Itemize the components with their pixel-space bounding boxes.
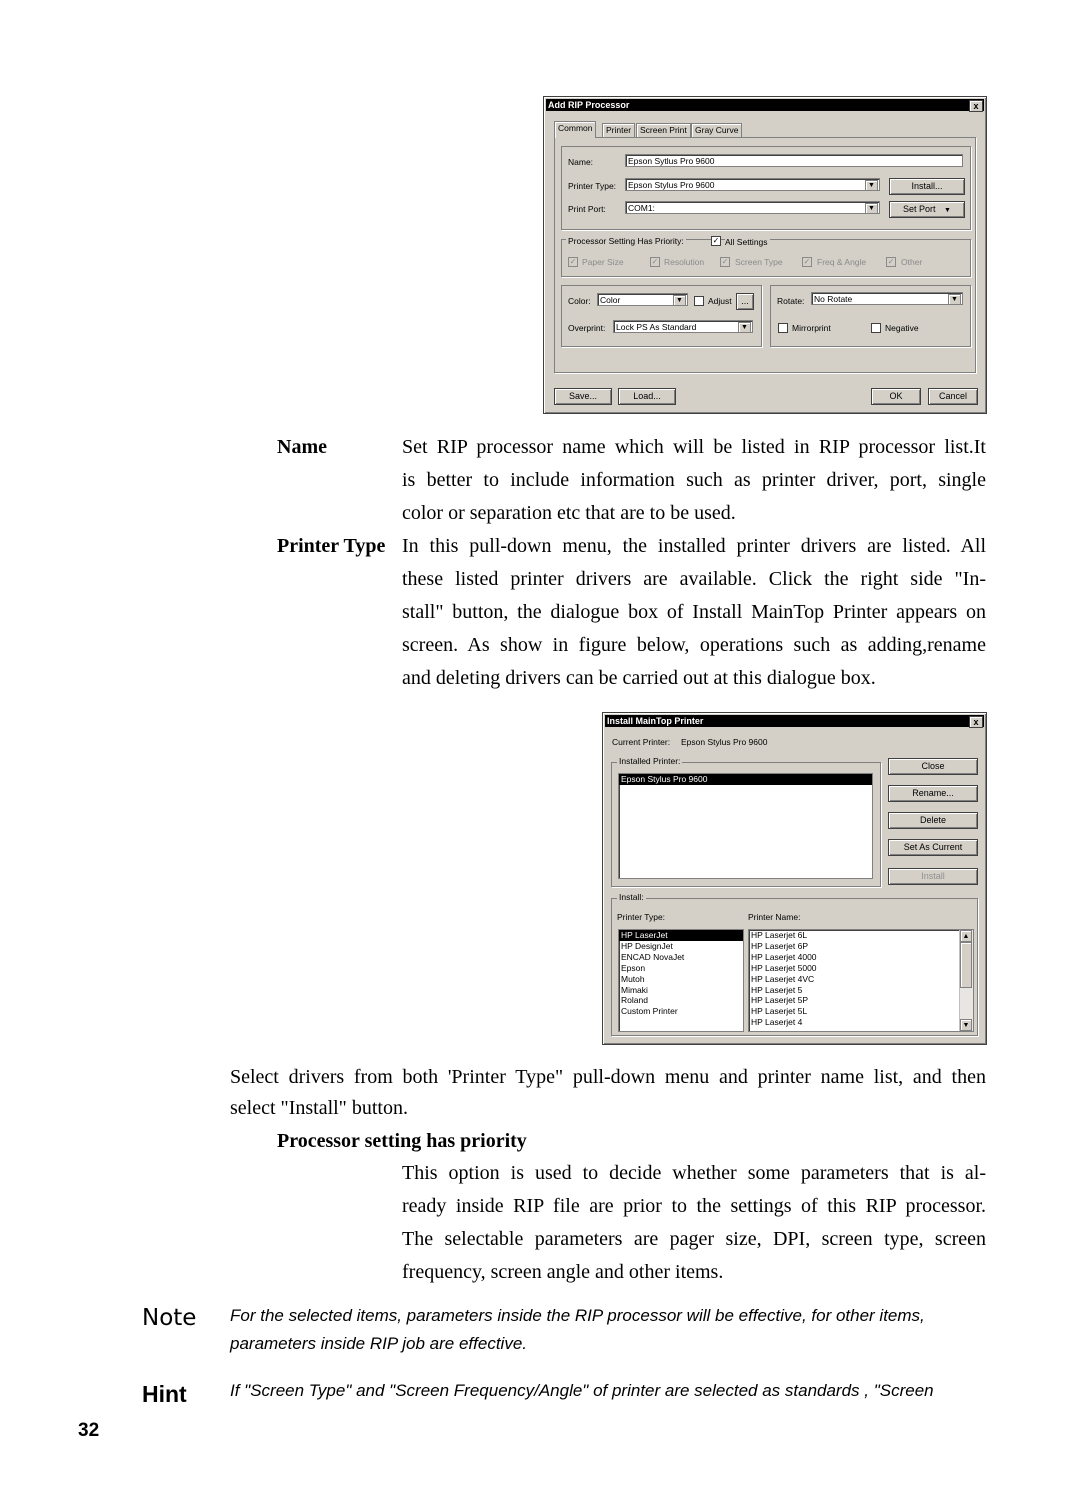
screen-type-label: Screen Type <box>735 257 783 267</box>
list-item[interactable]: HP Laserjet 4VC <box>751 973 815 984</box>
overprint-label: Overprint: <box>568 323 606 333</box>
other-checkbox[interactable]: ✓ <box>887 257 895 266</box>
printer-type-label: Printer Type: <box>617 912 666 922</box>
scroll-down-icon[interactable]: ▼ <box>960 1019 972 1031</box>
list-item[interactable]: Epson <box>621 962 646 973</box>
list-item[interactable]: Epson Stylus Pro 9600 <box>619 774 872 785</box>
name-def-line: is better to include information such as printer driver, port, single <box>402 469 986 491</box>
list-item[interactable]: Mutoh <box>621 973 645 984</box>
rotate-label: Rotate: <box>777 296 805 306</box>
list-item[interactable]: HP LaserJet <box>619 930 743 941</box>
printer-type-value: Epson Stylus Pro 9600 <box>628 180 715 190</box>
dialog-title-bar <box>605 715 984 727</box>
add-rip-processor-dialog <box>543 96 987 414</box>
install-button[interactable]: Install... <box>889 178 965 195</box>
printer-type-term: Printer Type <box>277 535 386 557</box>
printer-name-label: Printer Name: <box>748 912 801 922</box>
list-item[interactable]: HP Laserjet 6L <box>751 930 808 940</box>
chevron-down-icon[interactable]: ▼ <box>673 295 686 306</box>
set-port-label: Set Port <box>903 204 936 214</box>
rename-button[interactable]: Rename... <box>888 785 978 802</box>
install-button[interactable]: Install <box>888 868 978 885</box>
other-label: Other <box>901 257 923 267</box>
chevron-down-icon[interactable]: ▼ <box>865 203 878 214</box>
close-icon[interactable]: x <box>969 100 983 112</box>
hint-text <box>230 1377 986 1405</box>
printer-type-select[interactable] <box>625 178 880 191</box>
printer-type-label: Printer Type: <box>568 181 617 191</box>
tab-printer[interactable]: Printer <box>602 123 635 137</box>
scroll-up-icon[interactable]: ▲ <box>960 930 972 942</box>
list-item[interactable]: HP DesignJet <box>621 940 673 951</box>
paragraph-line: select "Install" button. <box>230 1097 408 1119</box>
chevron-down-icon[interactable]: ▼ <box>865 180 878 191</box>
scroll-thumb[interactable] <box>960 942 972 988</box>
list-item[interactable]: HP Laserjet 4000 <box>751 951 817 962</box>
dropdown-arrow-icon: ▼ <box>944 207 951 214</box>
dialog-title: Install MainTop Printer <box>607 716 704 726</box>
printer-type-list[interactable] <box>618 929 744 1032</box>
name-input[interactable]: Epson Sytlus Pro 9600 <box>625 154 963 167</box>
tab-common[interactable]: Common <box>554 121 596 138</box>
select-drivers-paragraph <box>230 1062 986 1124</box>
ptype-def-line: screen. As show in figure below, operations such as adding,rename <box>402 634 986 656</box>
tab-screen-print[interactable]: Screen Print <box>636 123 691 137</box>
resolution-checkbox[interactable]: ✓ <box>651 257 659 266</box>
priority-def-line: This option is used to decide whether some parameters that is al- <box>402 1162 986 1184</box>
close-button[interactable]: Close <box>888 758 978 775</box>
current-printer-value: Epson Stylus Pro 9600 <box>681 737 768 747</box>
freq-angle-checkbox[interactable]: ✓ <box>803 257 811 266</box>
paragraph-line: Select drivers from both 'Printer Type" pull-down menu and printer name list, and then <box>230 1066 986 1088</box>
name-def-line: color or separation etc that are to be used. <box>402 502 736 524</box>
priority-def-line: ready inside RIP file are prior to the settings of this RIP processor. <box>402 1195 986 1217</box>
installed-printer-list[interactable] <box>618 773 873 879</box>
installed-printer-label: Installed Printer: <box>619 756 681 766</box>
print-port-value: COM1: <box>628 203 655 213</box>
name-label: Name: <box>568 157 594 167</box>
mirrorprint-label: Mirrorprint <box>792 323 831 333</box>
hint-line: If "Screen Type" and "Screen Frequency/Angle" of printer are selected as standards , "Screen <box>230 1381 934 1400</box>
save-button[interactable]: Save... <box>554 388 612 405</box>
install-maintop-printer-dialog <box>602 712 987 1045</box>
list-item[interactable]: HP Laserjet 5L <box>751 1006 808 1017</box>
all-settings-checkbox[interactable]: ✓ <box>712 236 720 245</box>
set-as-current-button[interactable]: Set As Current <box>888 839 978 856</box>
printer-name-list[interactable] <box>748 929 974 1032</box>
page-number: 32 <box>78 1420 100 1441</box>
chevron-down-icon[interactable]: ▼ <box>738 322 751 333</box>
print-port-select[interactable] <box>625 201 880 214</box>
paper-size-label: Paper Size <box>582 257 624 267</box>
dialog-title: Add RIP Processor <box>548 100 630 110</box>
negative-label: Negative <box>885 323 919 333</box>
list-item[interactable]: HP Laserjet 5 <box>751 984 803 995</box>
ptype-def-line: and deleting drivers can be carried out at this dialogue box. <box>402 667 876 689</box>
note-line: parameters inside RIP job are effective. <box>230 1334 528 1353</box>
overprint-select[interactable] <box>613 320 753 333</box>
list-item[interactable]: HP Laserjet 4 <box>751 1017 803 1028</box>
chevron-down-icon[interactable]: ▼ <box>948 294 961 305</box>
load-button[interactable]: Load... <box>618 388 676 405</box>
tab-gray-curve[interactable]: Gray Curve <box>691 123 742 137</box>
print-port-label: Print Port: <box>568 204 606 214</box>
all-settings-label: All Settings <box>725 237 768 247</box>
current-printer-label: Current Printer: <box>612 737 671 747</box>
dialog-title-bar <box>546 99 984 111</box>
priority-label: Processor Setting Has Priority: <box>568 236 684 246</box>
delete-button[interactable]: Delete <box>888 812 978 829</box>
priority-def-line: The selectable parameters are pager size, DPI, screen type, screen <box>402 1228 986 1250</box>
adjust-checkbox[interactable] <box>694 296 704 306</box>
note-label: Note <box>142 1305 197 1331</box>
priority-heading: Processor setting has priority <box>277 1130 527 1152</box>
freq-angle-label: Freq & Angle <box>817 257 867 267</box>
close-icon[interactable]: x <box>969 716 983 728</box>
negative-checkbox[interactable] <box>871 323 881 333</box>
ptype-def-line: these listed printer drivers are available. Click the right side "In- <box>402 568 986 590</box>
list-item[interactable]: ENCAD NovaJet <box>621 951 685 962</box>
vertical-scrollbar[interactable] <box>959 930 973 1031</box>
rotate-select[interactable] <box>811 292 963 305</box>
note-text <box>230 1302 986 1358</box>
printer-type-definition <box>402 530 986 695</box>
cancel-button[interactable]: Cancel <box>928 388 978 405</box>
name-definition <box>402 431 986 530</box>
adjust-label: Adjust <box>708 296 732 306</box>
resolution-label: Resolution <box>664 257 705 267</box>
screen-type-checkbox[interactable]: ✓ <box>721 257 729 266</box>
color-label: Color: <box>568 296 591 306</box>
color-value: Color <box>600 295 621 305</box>
install-group-label: Install: <box>619 892 644 902</box>
list-item[interactable]: HP Laserjet 6P <box>751 940 809 951</box>
list-item[interactable]: HP Laserjet 5000 <box>751 962 817 973</box>
name-def-line: Set RIP processor name which will be listed in RIP processor list.It <box>402 436 986 458</box>
mirrorprint-checkbox[interactable] <box>778 323 788 333</box>
name-term: Name <box>277 436 327 458</box>
priority-definition <box>402 1157 986 1289</box>
ok-button[interactable]: OK <box>871 388 921 405</box>
list-item[interactable]: Custom Printer <box>621 1006 678 1017</box>
note-line: For the selected items, parameters inside the RIP processor will be effective, for other items, <box>230 1306 925 1325</box>
ptype-def-line: stall" button, the dialogue box of Install MainTop Printer appears on <box>402 601 986 623</box>
rotate-value: No Rotate <box>814 294 853 304</box>
paper-size-checkbox[interactable]: ✓ <box>569 257 577 266</box>
color-select[interactable] <box>597 293 688 306</box>
priority-def-line: frequency, screen angle and other items. <box>402 1261 724 1283</box>
set-port-button[interactable] <box>889 201 965 218</box>
list-item[interactable]: Roland <box>621 995 648 1006</box>
ptype-def-line: In this pull-down menu, the installed printer drivers are listed. All <box>402 535 986 557</box>
list-item[interactable]: Mimaki <box>621 984 648 995</box>
list-item[interactable]: HP Laserjet 5P <box>751 995 809 1006</box>
overprint-value: Lock PS As Standard <box>616 322 697 332</box>
adjust-options-button[interactable]: ... <box>736 293 754 310</box>
hint-label: Hint <box>142 1381 187 1407</box>
